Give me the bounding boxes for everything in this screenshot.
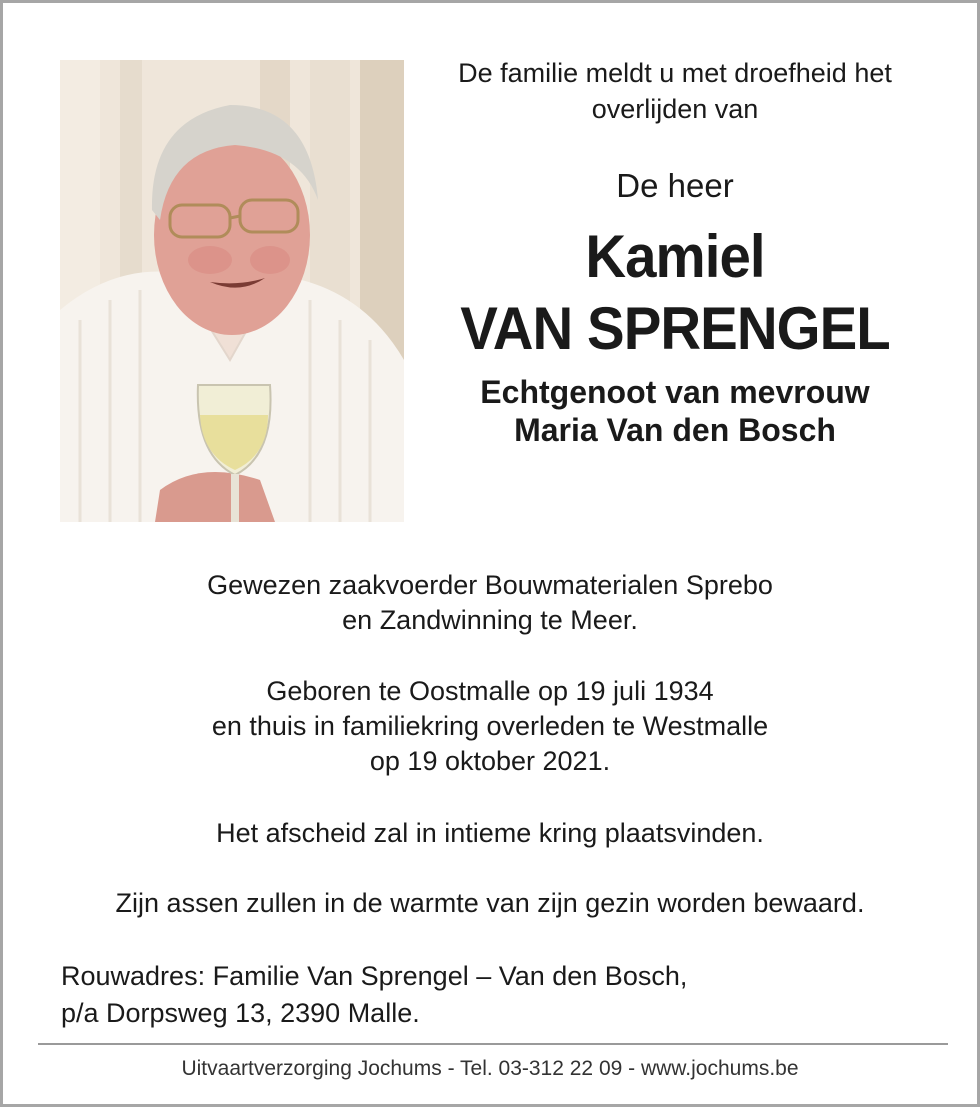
life-line: op 19 oktober 2021. bbox=[369, 746, 611, 776]
spouse-line: Echtgenoot van mevrouw bbox=[480, 374, 870, 410]
last-name: VAN SPRENGEL bbox=[460, 295, 890, 362]
career-text bbox=[3, 568, 977, 638]
announcement-header bbox=[415, 55, 935, 449]
honorific: De heer bbox=[616, 167, 734, 204]
farewell-text: Het afscheid zal in intieme kring plaatsvinden. bbox=[216, 818, 764, 848]
life-line: en thuis in familiekring overleden te Westmalle bbox=[211, 711, 769, 741]
spouse-line: Maria Van den Bosch bbox=[514, 412, 836, 448]
address-line: Rouwadres: Familie Van Sprengel – Van den Bosch, bbox=[61, 961, 688, 991]
ashes-text: Zijn assen zullen in de warmte van zijn gezin worden bewaard. bbox=[115, 888, 865, 918]
intro-text bbox=[415, 55, 935, 127]
life-line: Geboren te Oostmalle op 19 juli 1934 bbox=[266, 676, 714, 706]
mourning-address bbox=[61, 958, 687, 1032]
portrait-photo bbox=[60, 60, 404, 522]
deceased-name bbox=[431, 221, 920, 365]
footer-divider bbox=[38, 1043, 948, 1045]
career-line: Gewezen zaakvoerder Bouwmaterialen Sprebo bbox=[207, 570, 773, 600]
first-name: Kamiel bbox=[585, 223, 765, 290]
address-line: p/a Dorpsweg 13, 2390 Malle. bbox=[61, 998, 420, 1028]
career-line: en Zandwinning te Meer. bbox=[342, 605, 638, 635]
funeral-home-footer: Uitvaartverzorging Jochums - Tel. 03-312 22 09 - www.jochums.be bbox=[181, 1057, 799, 1080]
intro-line: overlijden van bbox=[591, 94, 759, 124]
life-dates-text bbox=[3, 674, 977, 779]
spouse-text bbox=[415, 373, 935, 449]
intro-line: De familie meldt u met droefheid het bbox=[458, 58, 892, 88]
